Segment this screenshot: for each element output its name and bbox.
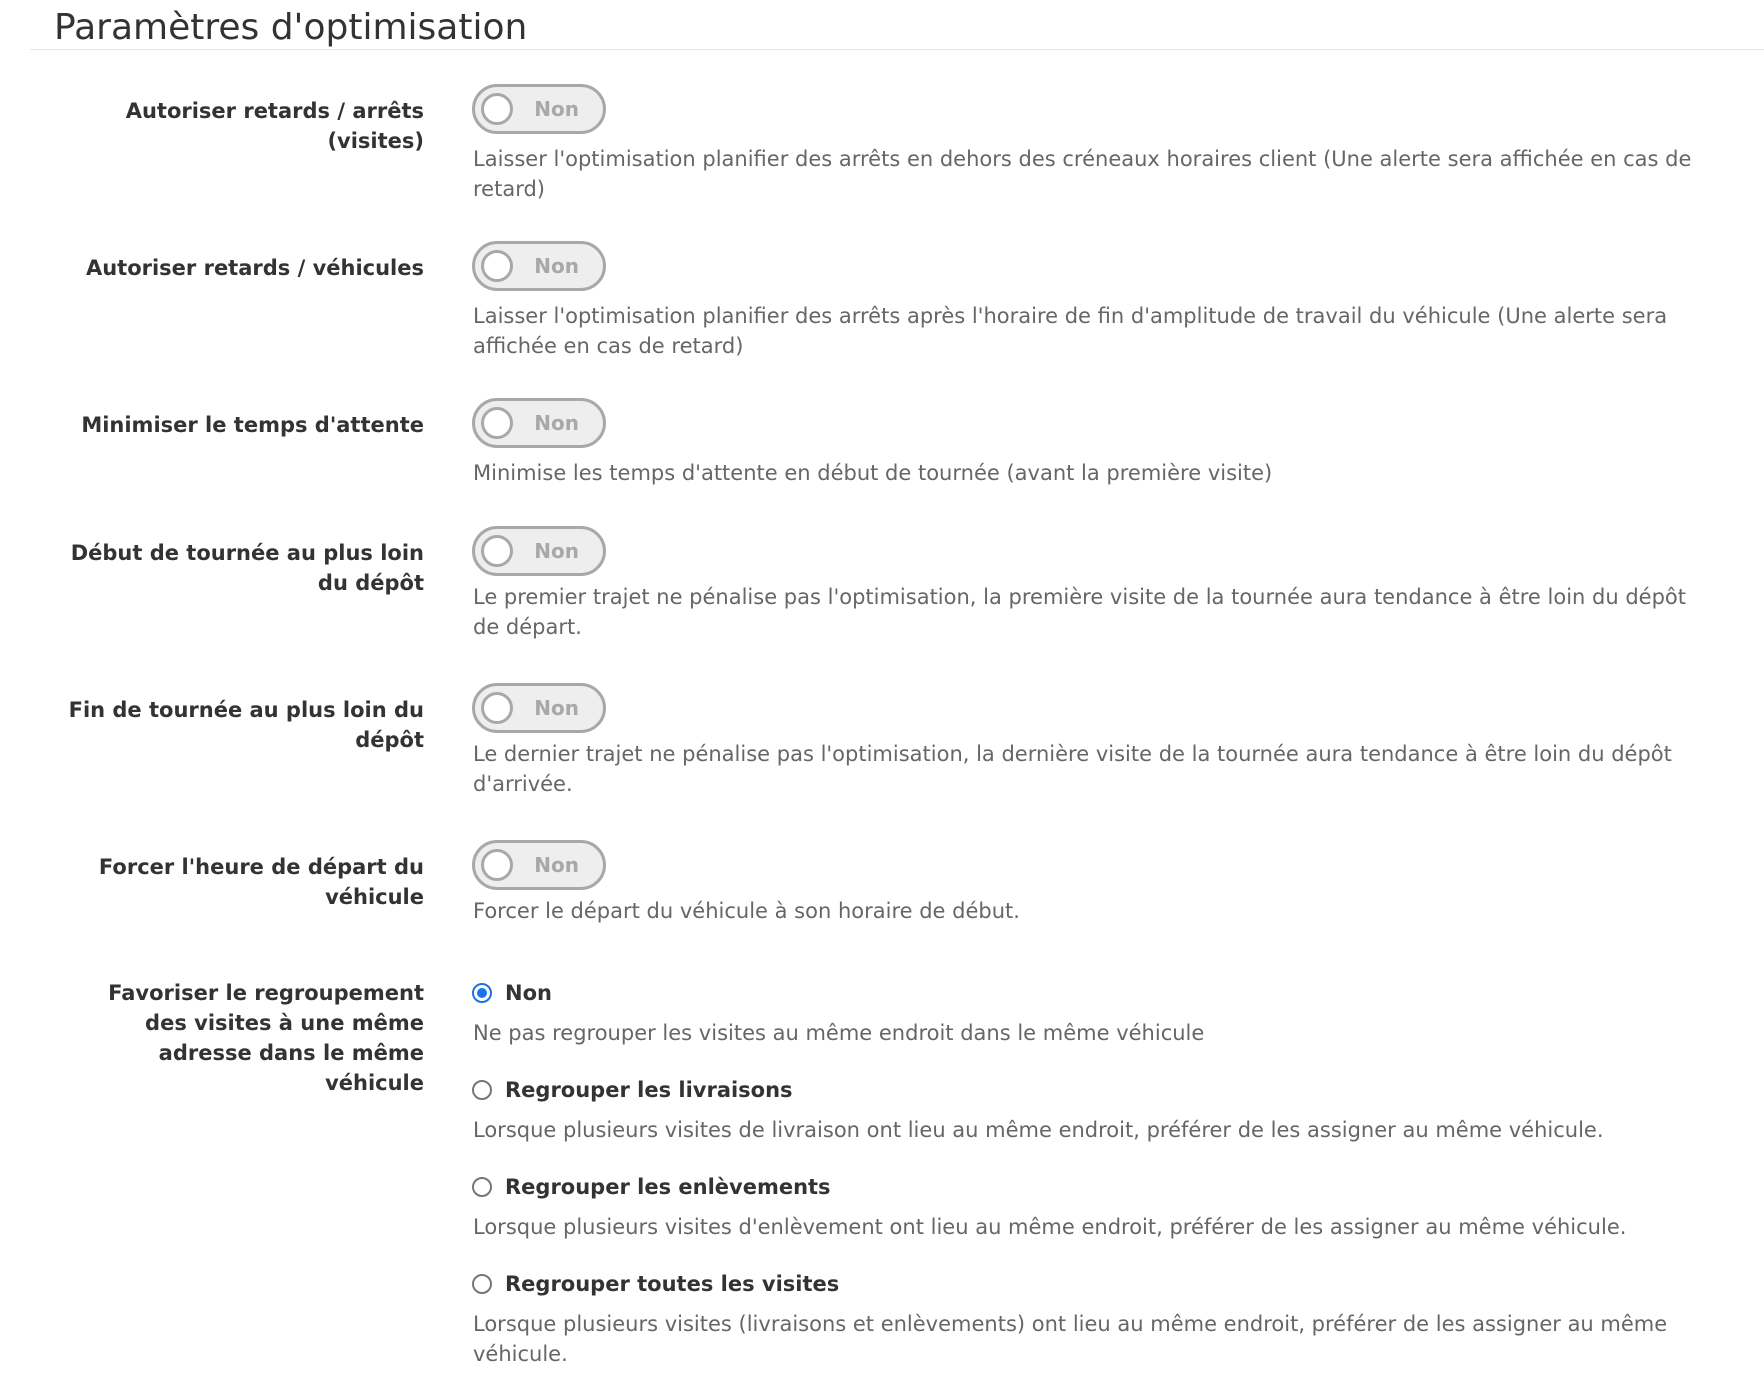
radio-option-description: Lorsque plusieurs visites d'enlèvement ont lieu au même endroit, préférer de les assigner au même véhicule. [473, 1215, 1627, 1239]
setting-description: Laisser l'optimisation planifier des arrêts après l'horaire de fin d'amplitude de travail du véhicule (Une alerte sera affichée en cas de retard) [473, 304, 1668, 358]
radio-button[interactable] [472, 1080, 492, 1100]
radio-option-label: Non [505, 981, 552, 1005]
end-far-from-depot-toggle[interactable] [472, 683, 606, 733]
toggle-state-text: Non [534, 696, 579, 720]
toggle-state-text: Non [534, 411, 579, 435]
setting-label: Forcer l'heure de départ du véhicule [98, 855, 424, 909]
allow-visit-delays-toggle[interactable] [472, 84, 606, 134]
toggle-state-text: Non [534, 853, 579, 877]
radio-option-label: Regrouper les enlèvements [505, 1175, 831, 1199]
radio-button[interactable] [472, 1274, 492, 1294]
setting-label: Fin de tournée au plus loin du dépôt [68, 698, 424, 752]
setting-description: Le premier trajet ne pénalise pas l'optimisation, la première visite de la tournée aura tendance à être loin du dépôt de départ. [473, 585, 1686, 639]
setting-label: Minimiser le temps d'attente [81, 413, 424, 437]
radio-option-description: Lorsque plusieurs visites (livraisons et enlèvements) ont lieu au même endroit, préférer de les assigner au même véhicule. [473, 1312, 1668, 1366]
toggle-state-text: Non [534, 254, 579, 278]
radio-option-description: Lorsque plusieurs visites de livraison ont lieu au même endroit, préférer de les assigner au même véhicule. [473, 1118, 1604, 1142]
force-departure-time-toggle[interactable] [472, 840, 606, 890]
setting-label: Début de tournée au plus loin du dépôt [70, 541, 424, 595]
setting-description: Minimise les temps d'attente en début de tournée (avant la première visite) [473, 461, 1273, 485]
radio-option-label: Regrouper les livraisons [505, 1078, 793, 1102]
minimize-wait-time-toggle[interactable] [472, 398, 606, 448]
setting-label: Autoriser retards / véhicules [85, 256, 424, 280]
allow-vehicle-delays-toggle[interactable] [472, 241, 606, 291]
setting-description: Le dernier trajet ne pénalise pas l'optimisation, la dernière visite de la tournée aura tendance à être loin du dépôt d'arrivée. [473, 742, 1672, 796]
radio-button-selected[interactable] [472, 983, 492, 1003]
toggle-state-text: Non [534, 97, 579, 121]
title-divider [30, 49, 1764, 50]
start-far-from-depot-toggle[interactable] [472, 526, 606, 576]
setting-description: Laisser l'optimisation planifier des arrêts en dehors des créneaux horaires client (Une alerte sera affichée en cas de retard) [473, 147, 1692, 201]
radio-option-description: Ne pas regrouper les visites au même endroit dans le même véhicule [473, 1021, 1205, 1045]
toggle-state-text: Non [534, 539, 579, 563]
setting-label: Autoriser retards / arrêts (visites) [125, 99, 424, 153]
page-title: Paramètres d'optimisation [54, 7, 528, 48]
radio-option-label: Regrouper toutes les visites [505, 1272, 840, 1296]
radio-button[interactable] [472, 1177, 492, 1197]
setting-label: Favoriser le regroupement des visites à une même adresse dans le même véhicule [108, 981, 424, 1095]
setting-description: Forcer le départ du véhicule à son horaire de début. [473, 899, 1020, 923]
